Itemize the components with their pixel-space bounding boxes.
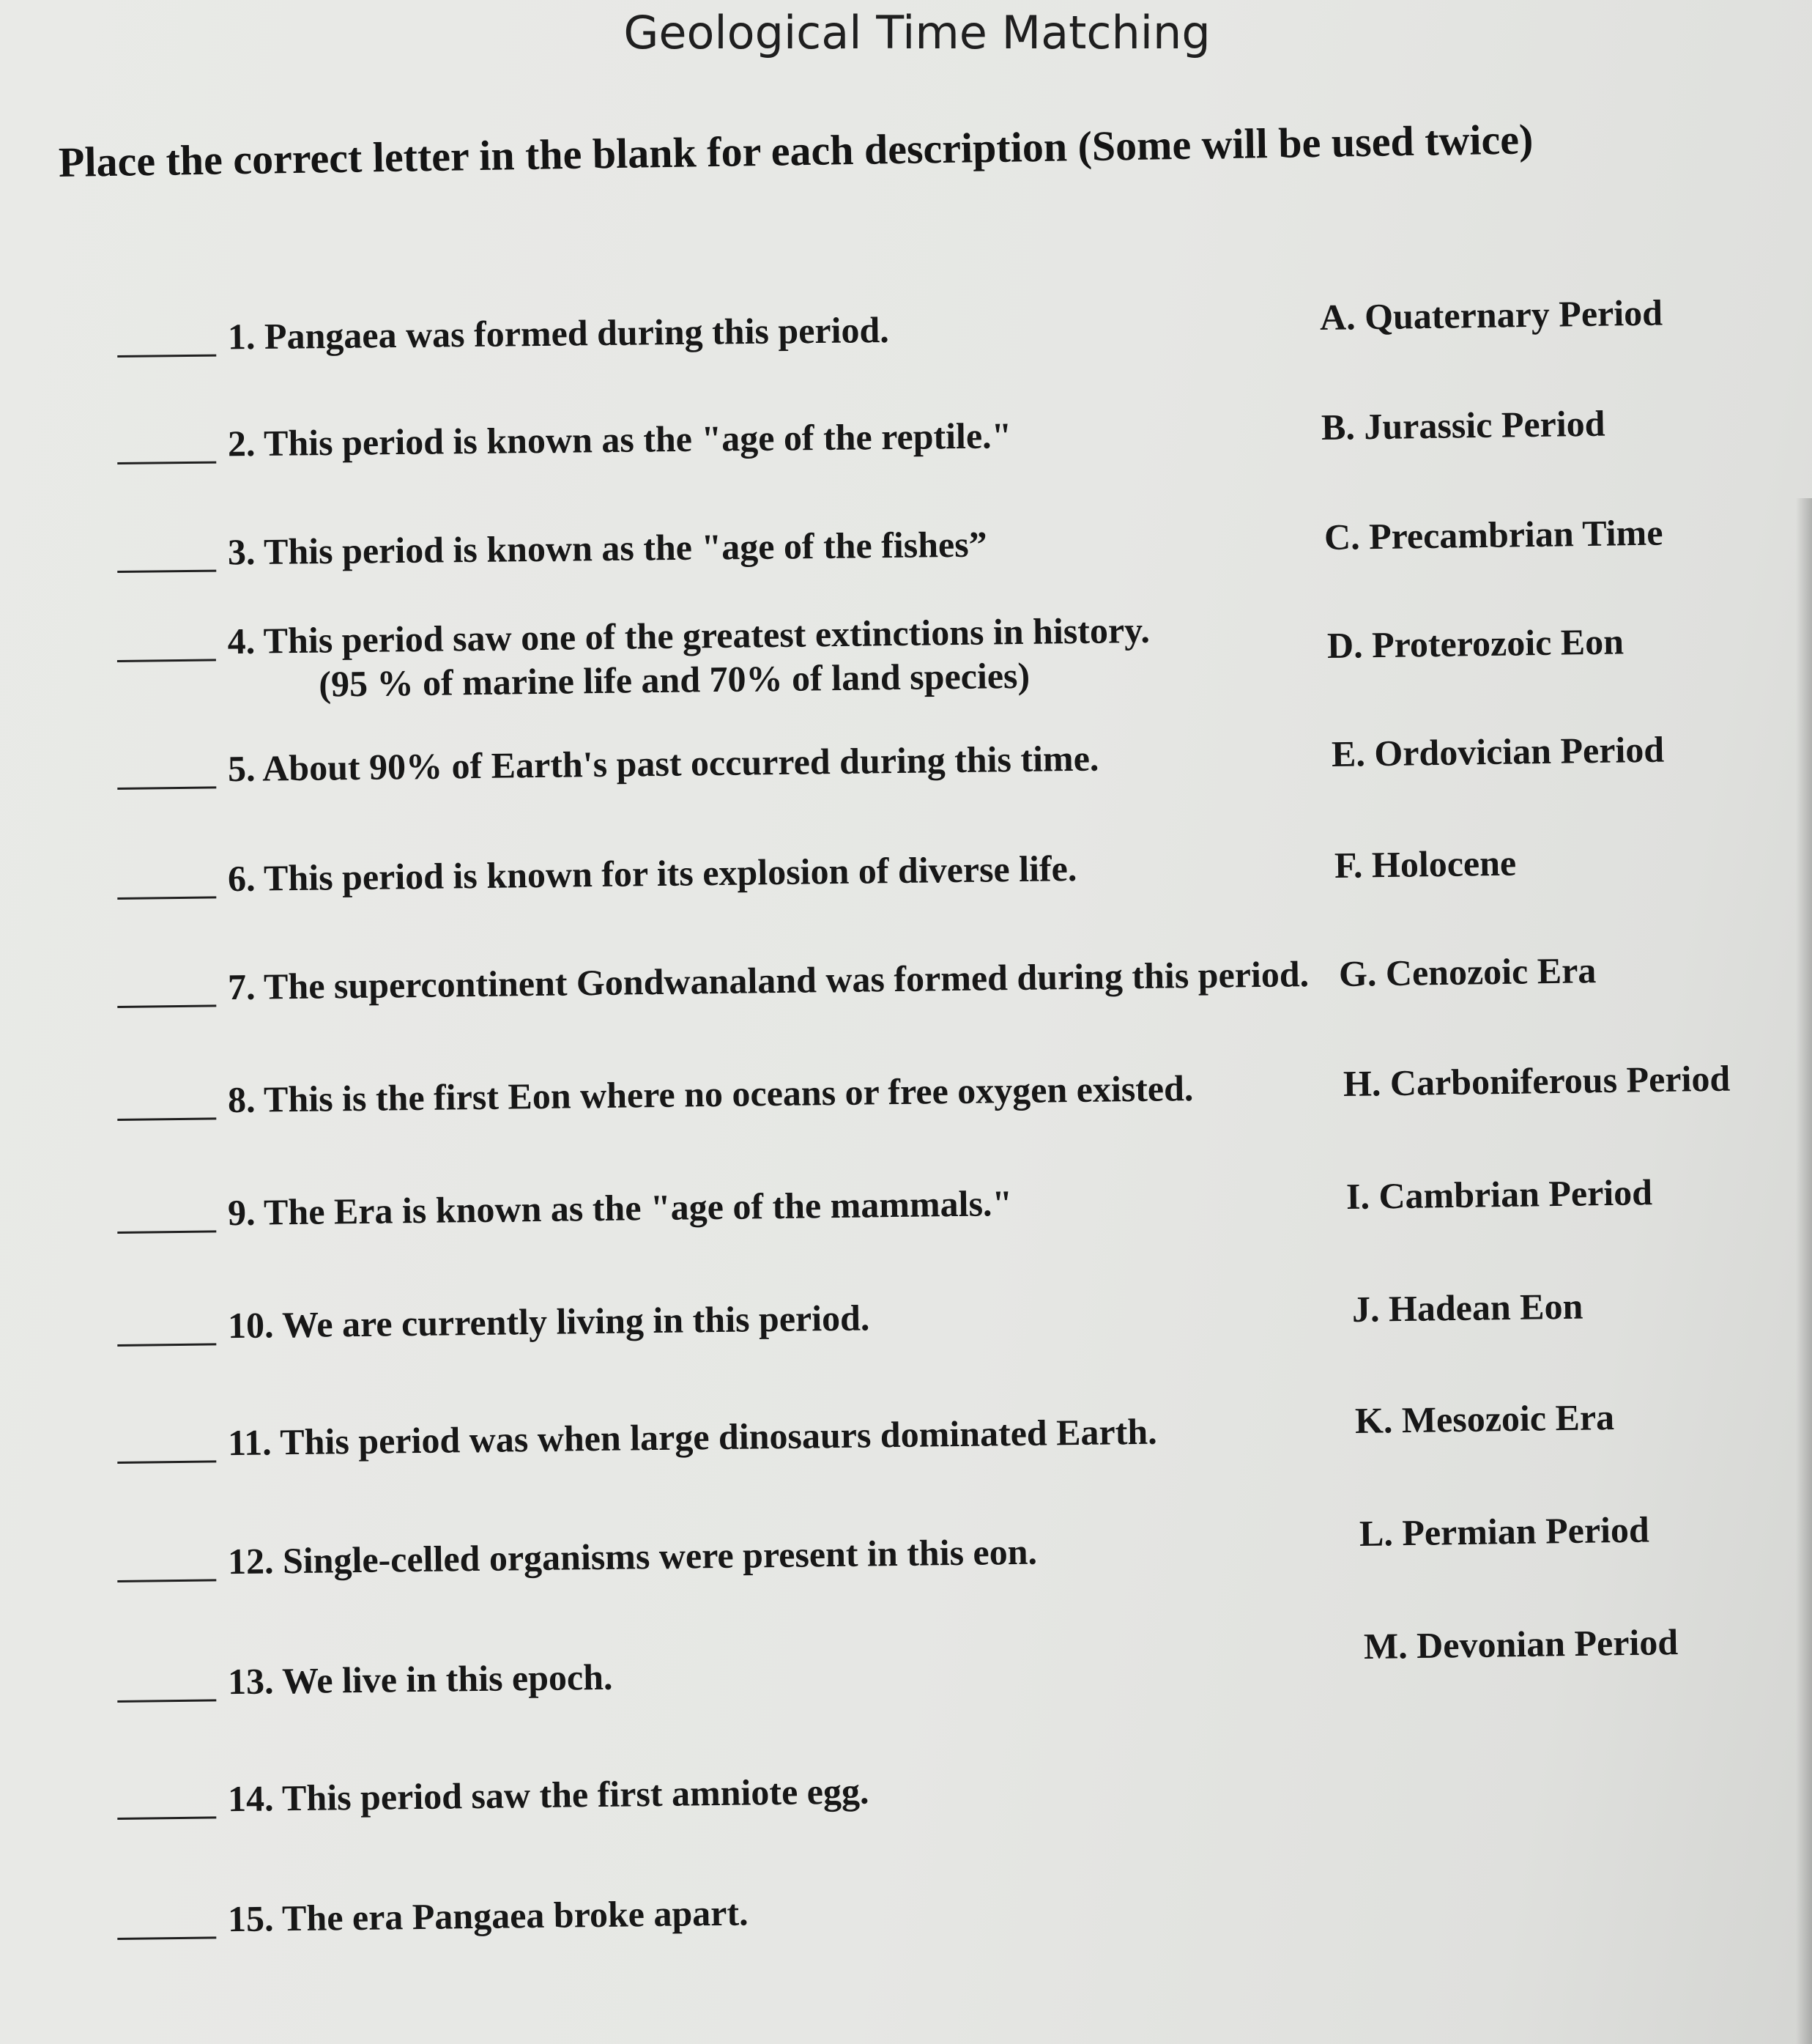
- answer-blank-9[interactable]: [117, 1229, 216, 1234]
- choice-m: M. Devonian Period: [1363, 1621, 1679, 1667]
- choice-i: I. Cambrian Period: [1345, 1171, 1653, 1217]
- question-1: [117, 308, 889, 359]
- question-11: [117, 1410, 1157, 1465]
- question-text: 6. This period is known for its explosion of diverse life.: [227, 847, 1077, 900]
- question-text: 2. This period is known as the "age of the reptile.": [227, 415, 1012, 464]
- question-6: [117, 847, 1077, 901]
- question-14: [117, 1769, 869, 1821]
- question-text: 10. We are currently living in this period.: [227, 1297, 870, 1347]
- choice-l: L. Permian Period: [1359, 1508, 1650, 1554]
- instructions: Place the correct letter in the blank for each description (Some will be used twice): [58, 115, 1534, 186]
- question-subtext: (95 % of marine life and 70% of land species): [319, 654, 1031, 705]
- question-text: 13. We live in this epoch.: [227, 1656, 613, 1703]
- question-text: 15. The era Pangaea broke apart.: [227, 1892, 749, 1940]
- choice-f: F. Holocene: [1334, 842, 1517, 886]
- choice-j: J. Hadean Eon: [1351, 1285, 1583, 1330]
- question-3: [117, 523, 987, 574]
- page-title: Geological Time Matching: [623, 6, 1211, 59]
- question-15: [117, 1891, 749, 1941]
- choice-g: G. Cenozoic Era: [1338, 949, 1597, 994]
- answer-blank-14[interactable]: [117, 1815, 216, 1820]
- question-text: 7. The supercontinent Gondwanaland was formed during this period.: [227, 953, 1310, 1008]
- answer-blank-3[interactable]: [117, 569, 216, 573]
- choice-b: B. Jurassic Period: [1321, 402, 1605, 448]
- answer-blank-6[interactable]: [117, 895, 216, 900]
- question-4: [116, 609, 1151, 708]
- page-edge-shadow: [1796, 498, 1812, 2044]
- question-7: [117, 952, 1310, 1010]
- question-text: 4. This period saw one of the greatest extinctions in history.: [227, 609, 1151, 662]
- answer-blank-5[interactable]: [117, 785, 216, 790]
- choice-c: C. Precambrian Time: [1323, 511, 1663, 558]
- answer-blank-8[interactable]: [117, 1116, 216, 1121]
- question-5: [117, 737, 1099, 791]
- question-12: [117, 1530, 1038, 1584]
- question-9: [117, 1182, 1013, 1235]
- question-text: 3. This period is known as the "age of the fishes”: [227, 523, 987, 573]
- choice-k: K. Mesozoic Era: [1354, 1396, 1615, 1441]
- question-text: 11. This period was when large dinosaurs dominated Earth.: [227, 1410, 1157, 1464]
- answer-blank-13[interactable]: [117, 1697, 216, 1703]
- answer-blank-7[interactable]: [117, 1003, 216, 1008]
- question-8: [117, 1067, 1194, 1122]
- question-text: 12. Single-celled organisms were present in this eon.: [227, 1530, 1038, 1582]
- question-text: 8. This is the first Eon where no oceans or free oxygen existed.: [227, 1067, 1194, 1121]
- choice-a: A. Quaternary Period: [1319, 292, 1663, 338]
- question-text: 5. About 90% of Earth's past occurred during this time.: [227, 737, 1099, 790]
- question-text: 1. Pangaea was formed during this period.: [227, 308, 890, 358]
- question-text: 9. The Era is known as the "age of the mammals.": [227, 1182, 1013, 1234]
- choice-h: H. Carboniferous Period: [1343, 1057, 1731, 1104]
- question-13: [117, 1656, 613, 1704]
- answer-blank-15[interactable]: [117, 1935, 216, 1940]
- choice-e: E. Ordovician Period: [1331, 728, 1665, 774]
- answer-blank-1[interactable]: [117, 353, 216, 358]
- answer-blank-4[interactable]: [117, 657, 216, 662]
- answer-blank-12[interactable]: [117, 1577, 216, 1582]
- question-10: [117, 1296, 870, 1348]
- answer-blank-2[interactable]: [117, 460, 216, 464]
- answer-blank-10[interactable]: [117, 1341, 216, 1347]
- question-2: [117, 414, 1012, 466]
- choice-d: D. Proterozoic Eon: [1326, 621, 1625, 666]
- question-text: 14. This period saw the first amniote egg.: [227, 1770, 869, 1820]
- answer-blank-11[interactable]: [117, 1459, 216, 1464]
